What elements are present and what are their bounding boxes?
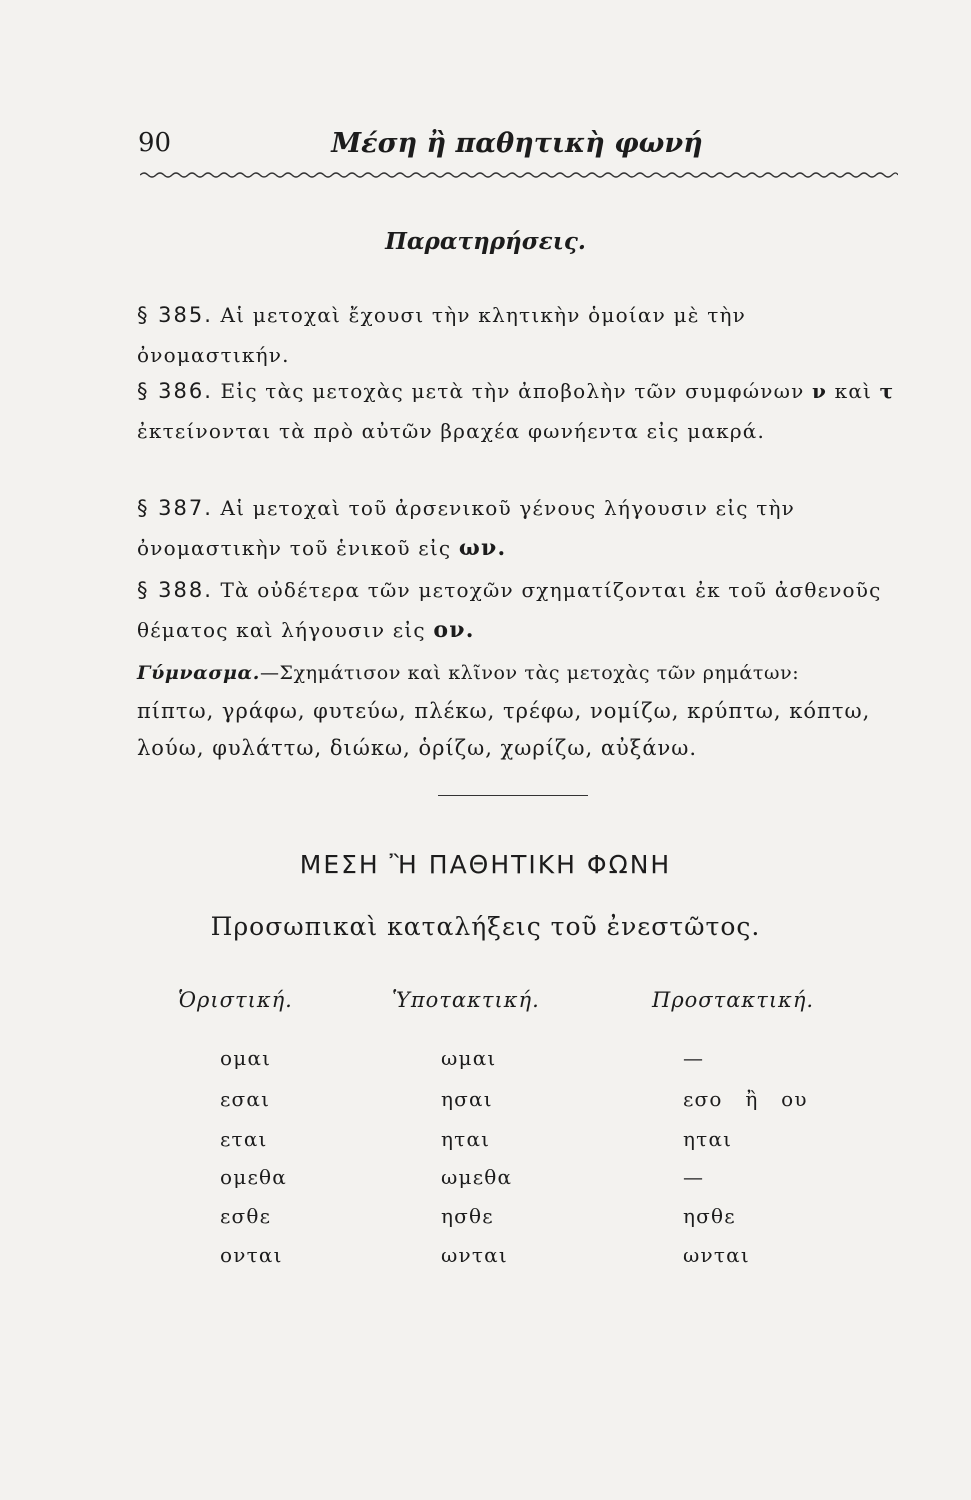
column-header-indicative: Ὁριστική. — [178, 988, 293, 1012]
section-mark: § 387. — [137, 496, 213, 520]
page-header — [136, 128, 898, 170]
table-cell: — — [683, 1046, 705, 1070]
paragraph-386 — [137, 371, 901, 451]
table-cell: εσο ἢ ου — [683, 1087, 808, 1111]
table-cell: ωμεθα — [441, 1165, 513, 1189]
paragraph-text: Αἱ μετοχαὶ ἔχουσι τὴν κλητικὴν ὁμοίαν μὲ τὴν ὀνομαστικήν. — [137, 303, 746, 367]
page-number: 90 — [138, 128, 172, 158]
exercise-instruction — [137, 653, 901, 693]
section-mark: § 385. — [137, 303, 213, 327]
table-cell: ησθε — [441, 1204, 494, 1228]
paragraph-388 — [137, 570, 901, 650]
bold-ending: ων. — [458, 535, 507, 561]
table-cell: ησαι — [441, 1087, 493, 1111]
bold-ending: ον. — [433, 617, 475, 643]
exercise-text: —Σχημάτισον καὶ κλῖνον τὰς μετοχὰς τῶν ρημάτων: — [259, 662, 800, 684]
table-cell: ηται — [441, 1127, 491, 1151]
column-header-subjunctive: Ὑποτακτική. — [392, 988, 540, 1012]
bold-letter: τ — [879, 379, 895, 403]
section-mark: § 388. — [137, 578, 213, 602]
paragraph-text: ἐκτείνονται τὰ πρὸ αὐτῶν βραχέα φωνήεντα εἰς μακρά. — [137, 419, 766, 443]
column-header-imperative: Προστακτική. — [652, 988, 815, 1012]
exercise-label: Γύμνασμα. — [137, 662, 260, 684]
header-wavy-rule — [140, 170, 898, 180]
table-cell: ωμαι — [441, 1046, 497, 1070]
table-cell: ωνται — [441, 1243, 508, 1267]
table-cell: εσαι — [220, 1087, 271, 1111]
table-cell: ομαι — [220, 1046, 272, 1070]
paragraph-385 — [137, 295, 901, 375]
table-cell: εται — [220, 1127, 268, 1151]
paragraph-text: καὶ — [834, 379, 873, 403]
exercise-verbs: πίπτω, γράφω, φυτεύω, πλέκω, τρέφω, νομίζω, κρύπτω, κόπτω, λούω, φυλάττω, διώκω, ὁρίζω, χωρίζω, αὐξάνω. — [137, 699, 871, 760]
chapter-heading: ΜΕΣΗ Ἢ ΠΑΘΗΤΙΚΗ ΦΩΝΗ — [299, 850, 672, 879]
table-subheading: Προσωπικαὶ καταλήξεις τοῦ ἐνεστῶτος. — [210, 912, 761, 941]
table-cell: ωνται — [683, 1243, 750, 1267]
section-mark: § 386. — [137, 379, 213, 403]
paragraph-text: Αἱ μετοχαὶ τοῦ ἀρσενικοῦ γένους λήγουσιν εἰς τὴν ὀνομαστικὴν τοῦ ἑνικοῦ εἰς — [137, 496, 796, 560]
table-cell: εσθε — [220, 1204, 272, 1228]
running-title: Μέση ἢ παθητικὴ φωνή — [331, 128, 703, 159]
paragraph-387 — [137, 488, 901, 568]
table-cell: ησθε — [683, 1204, 736, 1228]
table-cell: ομεθα — [220, 1165, 287, 1189]
table-cell: — — [683, 1165, 705, 1189]
section-divider — [438, 795, 588, 796]
section-title: Παρατηρήσεις. — [385, 228, 586, 255]
paragraph-text: Τὰ οὐδέτερα τῶν μετοχῶν σχηματίζονται ἐκ τοῦ ἀσθενοῦς θέματος καὶ λήγουσιν εἰς — [137, 578, 882, 642]
paragraph-text: Εἰς τὰς μετοχὰς μετὰ τὴν ἀποβολὴν τῶν συμφώνων — [220, 379, 805, 403]
table-cell: ηται — [683, 1127, 733, 1151]
table-cell: ονται — [220, 1243, 283, 1267]
bold-letter: ν — [812, 379, 828, 403]
